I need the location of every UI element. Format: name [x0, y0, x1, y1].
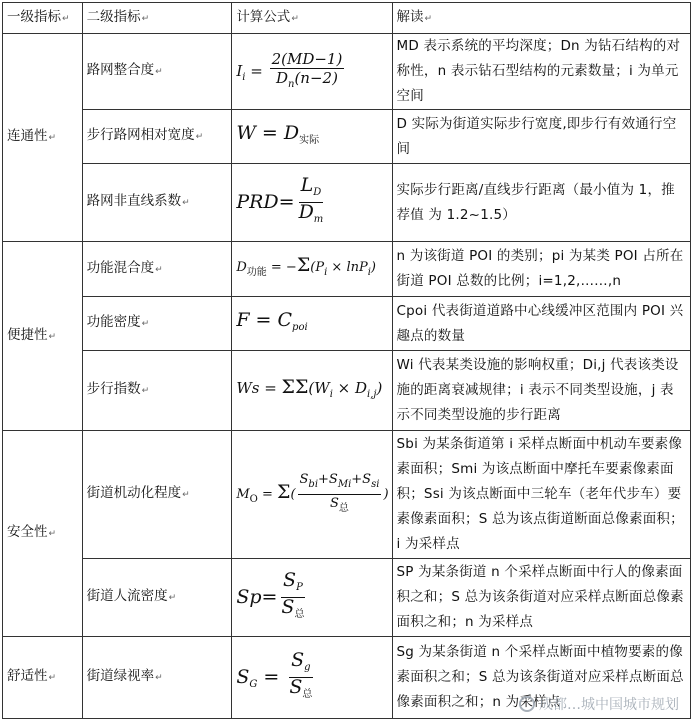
indicator-name: 街道人流密度↵	[82, 559, 232, 637]
header-row	[3, 3, 691, 34]
indicator-name: 路网整合度↵	[82, 34, 232, 110]
indicator-name: 步行路网相对宽度↵	[82, 110, 232, 164]
description: Sg 为某条街道 n 个采样点断面中植物要素的像素面积之和；S 总为该条街道对应采样点断面总像素面积之和；n 为采样点	[392, 637, 690, 719]
description: Sbi 为某条街道第 i 采样点断面中机动车要素像素面积；Smi 为该点断面中摩托车要素像素面积；Ssi 为该点断面中三轮车（老年代步车）要素像素面积；S 总为该点街道断面总像素面积；i 为采样点	[392, 431, 690, 559]
formula-cell	[232, 559, 392, 637]
table-row	[3, 431, 691, 559]
indicator-name: 步行指数↵	[82, 351, 232, 431]
formula-cell	[232, 297, 392, 351]
indicator-name: 功能密度↵	[82, 297, 232, 351]
description: n 为该街道 POI 的类别；pi 为某类 POI 占所在街道 POI 总数的比例；i=1,2,……,n	[392, 242, 690, 297]
formula-mix: $D_{功能} = -\Sigma(P_i \times \ln P_i)$	[236, 254, 376, 278]
description: Wi 代表某类设施的影响权重；Di,j 代表该类设施的距离衰减规律；i 表示不同类型设施，j 表示不同类型设施的步行距离	[392, 351, 690, 431]
table-row	[3, 110, 691, 164]
category-convenience: 便捷性↵	[3, 242, 83, 431]
wechat-logo-icon	[519, 696, 535, 712]
formula-width: $W = D_{实际}$	[236, 121, 320, 146]
indicator-name: 功能混合度↵	[82, 242, 232, 297]
formula-motor: $M_O = \Sigma$( $\frac{S_{bi}+S_{Mi}+S_{si}}{S_总}$ )	[236, 472, 389, 514]
table-row	[3, 351, 691, 431]
formula-cell	[232, 164, 392, 242]
table-row	[3, 559, 691, 637]
formula-cell	[232, 242, 392, 297]
description: MD 表示系统的平均深度；Dn 为钻石结构的对称性，n 表示钻石型结构的元素数量；i 为单元空间	[392, 34, 690, 110]
formula-cell	[232, 110, 392, 164]
table-row	[3, 34, 691, 110]
indicator-name: 街道绿视率↵	[82, 637, 232, 719]
category-comfort: 舒适性↵	[3, 637, 83, 719]
formula-cell	[232, 34, 392, 110]
formula-pedestrian: Sp= $\frac{S_P}{S_总}$	[236, 569, 305, 620]
formula-prd: PRD= $\frac{L_D}{D_m}$	[236, 174, 324, 225]
header-level2: 二级指标↵	[82, 3, 232, 34]
header-level1: 一级指标↵	[3, 3, 83, 34]
description: D 实际为街道实际步行宽度,即步行有效通行空间	[392, 110, 690, 164]
description: 实际步行距离/直线步行距离（最小值为 1，推荐值 为 1.2~1.5）	[392, 164, 690, 242]
formula-walk: $Ws = \Sigma\Sigma(W_i \times D_{i,j})$	[236, 375, 383, 400]
formula-cell	[232, 431, 392, 559]
header-explanation: 解读↵	[392, 3, 690, 34]
description: Cpoi 代表街道道路中心线缓冲区范围内 POI 兴趣点的数量	[392, 297, 690, 351]
formula-density: $F = C_{poi}$	[236, 308, 308, 333]
indicator-table	[2, 2, 691, 719]
description: SP 为某条街道 n 个采样点断面中行人的像素面积之和；S 总为该条街道对应采样点断面总像素面积之和；n 为采样点	[392, 559, 690, 637]
watermark: 成都…城中国城市规划	[519, 694, 679, 714]
formula-cell	[232, 637, 392, 719]
header-formula: 计算公式↵	[232, 3, 392, 34]
formula-integration: $I_i$ = $\frac{2(MD-1)}{D_n(n-2)}$	[236, 49, 343, 90]
category-connectivity: 连通性↵	[3, 34, 83, 242]
formula-cell	[232, 351, 392, 431]
category-safety: 安全性↵	[3, 431, 83, 637]
table-row	[3, 164, 691, 242]
indicator-name: 路网非直线系数↵	[82, 164, 232, 242]
indicator-name: 街道机动化程度↵	[82, 431, 232, 559]
table-row	[3, 297, 691, 351]
table-row	[3, 242, 691, 297]
formula-green: $S_G$ = $\frac{S_g}{S_总}$	[236, 649, 313, 700]
